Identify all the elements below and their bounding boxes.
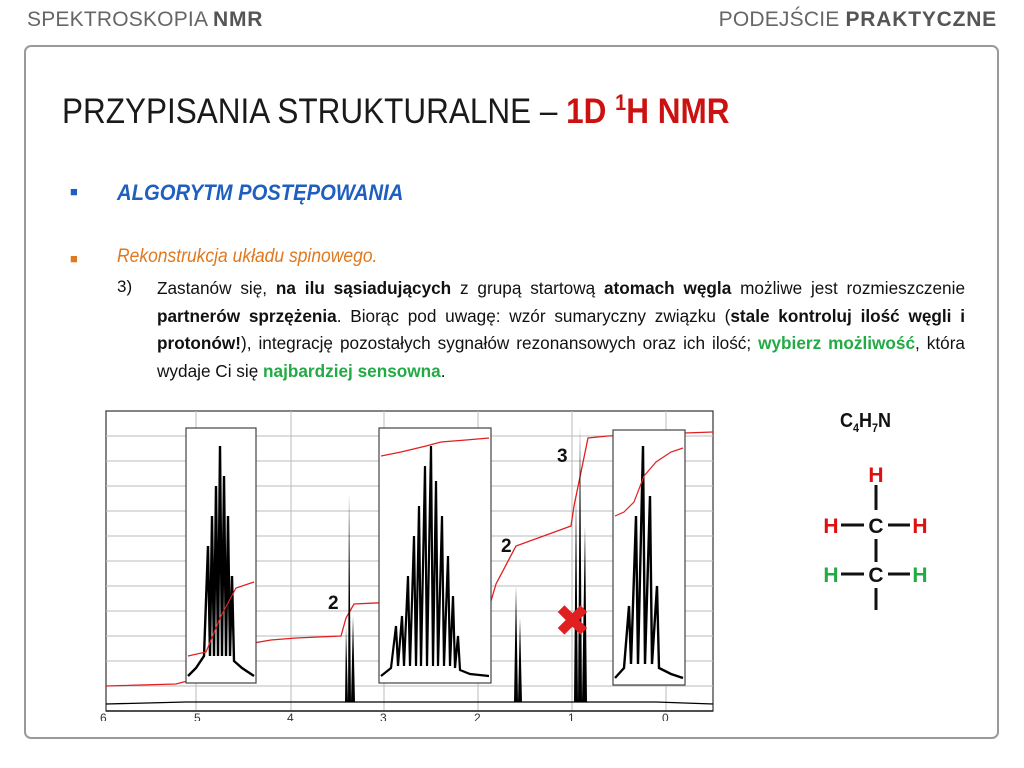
title-red-a: 1D <box>566 92 607 131</box>
para-bold-2: atomach węgla <box>604 278 732 298</box>
tick-label: 4 <box>287 711 294 721</box>
bullet-square-icon-2: ■ <box>70 251 78 266</box>
structure-diagram <box>800 403 930 613</box>
header-right <box>719 8 997 32</box>
tick-label: 2 <box>474 711 481 721</box>
title-red <box>566 92 729 131</box>
para-green-1: wybierz możliwość <box>758 333 916 353</box>
title-red-b: H NMR <box>626 92 730 131</box>
atom-c1: C <box>868 515 884 538</box>
para-text-1: Zastanów się, <box>157 278 268 298</box>
inset-quartet <box>186 428 256 683</box>
para-text-3: możliwe jest rozmieszczenie <box>740 278 965 298</box>
para-green-2: najbardziej sensowna <box>263 360 441 381</box>
nmr-spectrum-image <box>96 406 716 721</box>
formula-c: C <box>840 410 854 432</box>
title-prefix: PRZYPISANIA STRUKTURALNE – <box>62 92 558 131</box>
para-text-6: , która wydaje Ci się <box>157 333 965 381</box>
slide-title <box>62 90 729 132</box>
atom-c2: C <box>868 564 884 587</box>
reject-cross-icon: ✖ <box>554 596 591 647</box>
title-superscript: 1 <box>615 90 627 115</box>
atom-h-left-2: H <box>823 564 839 587</box>
tick-label: 3 <box>380 711 387 721</box>
inset-multiplet <box>379 428 491 683</box>
para-text-7: . <box>440 360 446 381</box>
integral-label: 2 <box>501 536 512 557</box>
bullet-square-icon: ■ <box>70 184 78 199</box>
atom-h-left-1: H <box>823 515 839 538</box>
tick-label: 1 <box>568 711 575 721</box>
tick-label: 6 <box>100 711 107 721</box>
header-left <box>27 8 263 32</box>
structure-bonds <box>841 485 910 610</box>
para-text-5: ), integrację pozostałych sygnałów rezonansowych oraz ich ilość; <box>241 333 752 353</box>
formula-h: H <box>859 410 873 432</box>
atom-h-top: H <box>868 464 884 487</box>
header-right-bold: PRAKTYCZNE <box>845 8 997 31</box>
atom-h-right-1: H <box>912 515 928 538</box>
atom-h-right-2: H <box>912 564 928 587</box>
item-number: 3) <box>117 277 133 296</box>
header-left-bold: NMR <box>213 8 264 31</box>
header-left-light: SPEKTROSKOPIA <box>27 8 207 31</box>
algorithm-heading: ALGORYTM POSTĘPOWANIA <box>117 180 404 205</box>
inset-triplet <box>613 430 685 685</box>
formula-c-count: 4 <box>853 421 860 435</box>
para-text-2: z grupą startową <box>460 278 596 298</box>
para-bold-3: partnerów sprzężenia <box>157 305 337 326</box>
integral-label: 2 <box>328 593 339 614</box>
item-paragraph <box>157 275 965 385</box>
spin-system-heading: Rekonstrukcja układu spinowego. <box>117 246 378 267</box>
tick-label: 0 <box>662 711 669 721</box>
formula-h-count: 7 <box>872 421 879 435</box>
header-right-light: PODEJŚCIE <box>718 8 840 31</box>
formula-n: N <box>878 410 892 432</box>
structure-atoms <box>823 464 927 587</box>
para-text-4: . Biorąc pod uwagę: wzór sumaryczny związku ( <box>336 305 731 326</box>
integral-label: 3 <box>557 446 568 467</box>
para-bold-1: na ilu sąsiadujących <box>275 278 452 298</box>
para-bold-4: stale kontroluj ilość węgli i protonów! <box>157 305 965 353</box>
tick-label: 5 <box>194 711 201 721</box>
spectrum-axis-labels <box>100 711 669 721</box>
